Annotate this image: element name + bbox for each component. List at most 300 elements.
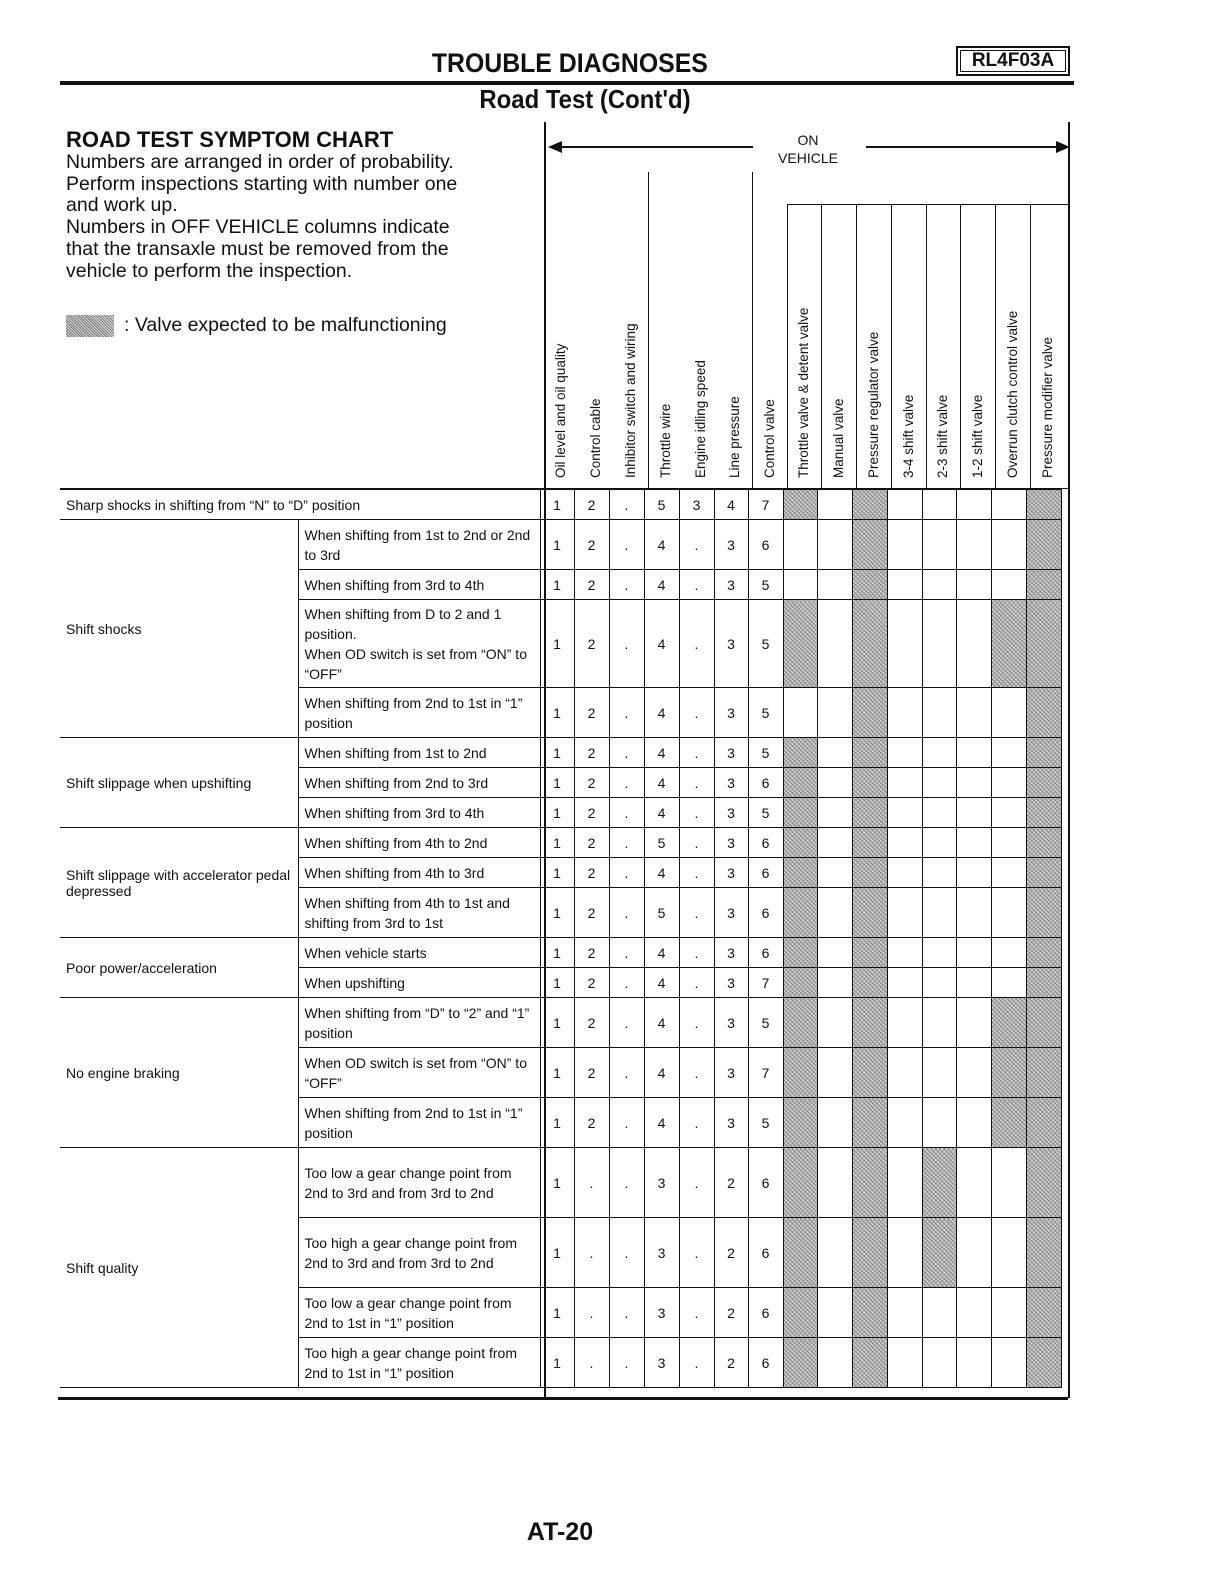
valve-cell	[991, 1218, 1026, 1288]
on-label: ON	[797, 132, 819, 148]
probability-cell: .	[609, 1098, 644, 1148]
valve-cell	[991, 520, 1026, 570]
shaded-valve-cell	[852, 688, 887, 738]
column-header-label: Overrun clutch control valve	[1004, 310, 1020, 478]
valve-cell	[922, 858, 956, 888]
shaded-valve-cell	[852, 828, 887, 858]
valve-cell	[991, 1288, 1026, 1338]
shaded-valve-cell	[783, 1098, 817, 1148]
condition-cell: When shifting from 3rd to 4th	[298, 798, 540, 828]
shaded-valve-cell	[852, 1148, 887, 1218]
valve-cell	[922, 1048, 956, 1098]
column-header-label: 1-2 shift valve	[969, 394, 985, 478]
shaded-valve-cell	[1026, 1288, 1061, 1338]
valve-cell	[887, 688, 922, 738]
valve-cell	[922, 738, 956, 768]
probability-cell: 3	[714, 798, 748, 828]
valve-cell	[956, 768, 991, 798]
model-code-badge: RL4F03A	[956, 46, 1070, 76]
probability-cell: .	[609, 1048, 644, 1098]
shaded-valve-cell	[783, 1338, 817, 1388]
valve-cell	[956, 798, 991, 828]
on-vehicle-label	[758, 131, 858, 167]
shaded-valve-cell	[991, 998, 1026, 1048]
probability-cell: 2	[574, 938, 609, 968]
probability-cell: 6	[748, 938, 783, 968]
probability-cell: 6	[748, 520, 783, 570]
probability-cell: 3	[714, 570, 748, 600]
probability-cell: 3	[714, 768, 748, 798]
valve-cell	[817, 600, 852, 688]
probability-cell: .	[574, 1148, 609, 1218]
vehicle-label: VEHICLE	[778, 150, 838, 166]
valve-cell	[817, 490, 852, 520]
table-row	[60, 1148, 1061, 1218]
valve-cell	[783, 570, 817, 600]
condition-cell: When shifting from 3rd to 4th	[298, 570, 540, 600]
valve-cell	[956, 828, 991, 858]
condition-cell: When OD switch is set from “ON” to “OFF”	[298, 1048, 540, 1098]
valve-cell	[887, 520, 922, 570]
intro-line: and work up.	[66, 194, 178, 217]
probability-cell: 6	[748, 1148, 783, 1218]
valve-cell	[817, 520, 852, 570]
shaded-valve-cell	[852, 520, 887, 570]
valve-cell	[817, 1098, 852, 1148]
probability-cell: 4	[644, 858, 679, 888]
shaded-valve-cell	[852, 968, 887, 998]
shaded-valve-cell	[783, 600, 817, 688]
probability-cell: .	[609, 600, 644, 688]
shaded-valve-cell	[852, 858, 887, 888]
column-header-label: Line pressure	[727, 396, 742, 478]
probability-cell: 3	[714, 738, 748, 768]
probability-cell: 3	[644, 1218, 679, 1288]
probability-cell: 2	[574, 688, 609, 738]
probability-cell: 3	[714, 858, 748, 888]
shaded-valve-cell	[783, 858, 817, 888]
shaded-valve-cell	[852, 490, 887, 520]
probability-cell: 6	[748, 828, 783, 858]
probability-cell: .	[609, 888, 644, 938]
shaded-valve-cell	[1026, 1048, 1061, 1098]
probability-cell: .	[609, 768, 644, 798]
probability-cell: .	[679, 1218, 714, 1288]
valve-cell	[817, 858, 852, 888]
probability-cell: 5	[644, 828, 679, 858]
shaded-valve-cell	[1026, 1098, 1061, 1148]
column-header-label: Oil level and oil quality	[553, 343, 568, 478]
probability-cell: 5	[748, 688, 783, 738]
valve-cell	[922, 888, 956, 938]
column-header	[891, 178, 926, 478]
probability-cell: 2	[714, 1288, 748, 1338]
table-right-border	[1068, 122, 1070, 1398]
column-header-label: Control cable	[587, 398, 603, 478]
valve-cell	[956, 938, 991, 968]
probability-cell: .	[609, 938, 644, 968]
probability-cell: .	[679, 1338, 714, 1388]
banner-line	[866, 146, 1058, 148]
valve-cell	[922, 1288, 956, 1338]
probability-cell: .	[679, 688, 714, 738]
shaded-valve-cell	[852, 1048, 887, 1098]
valve-cell	[922, 798, 956, 828]
condition-cell: Too high a gear change point from 2nd to 1st in “1” position	[298, 1338, 540, 1388]
valve-cell	[887, 1098, 922, 1148]
probability-cell: .	[609, 858, 644, 888]
symptom-cell: Shift shocks	[60, 520, 298, 738]
valve-cell	[922, 570, 956, 600]
probability-cell: .	[609, 738, 644, 768]
probability-cell: 4	[644, 998, 679, 1048]
section-title: TROUBLE DIAGNOSES	[431, 48, 708, 78]
condition-cell: When shifting from “D” to “2” and “1” position	[298, 998, 540, 1048]
probability-cell: 1	[540, 570, 574, 600]
probability-cell: 1	[540, 858, 574, 888]
shaded-valve-cell	[1026, 688, 1061, 738]
valve-cell	[991, 938, 1026, 968]
probability-cell: .	[609, 798, 644, 828]
valve-cell	[991, 968, 1026, 998]
valve-cell	[817, 738, 852, 768]
valve-cell	[887, 828, 922, 858]
column-header-label: Control valve	[761, 399, 777, 478]
probability-cell: .	[574, 1338, 609, 1388]
valve-cell	[817, 1148, 852, 1218]
probability-cell: .	[679, 1048, 714, 1098]
valve-cell	[956, 688, 991, 738]
valve-cell	[887, 798, 922, 828]
valve-cell	[991, 888, 1026, 938]
probability-cell: .	[679, 738, 714, 768]
column-header	[544, 178, 578, 478]
shaded-valve-cell	[852, 570, 887, 600]
probability-cell: 1	[540, 798, 574, 828]
probability-cell: 5	[748, 570, 783, 600]
probability-cell: 3	[714, 998, 748, 1048]
condition-cell: When shifting from 4th to 1st and shifting from 3rd to 1st	[298, 888, 540, 938]
probability-cell: 2	[714, 1338, 748, 1388]
shaded-valve-cell	[1026, 888, 1061, 938]
probability-cell: 1	[540, 938, 574, 968]
column-header	[1030, 178, 1065, 478]
condition-cell: When shifting from 4th to 3rd	[298, 858, 540, 888]
probability-cell: 1	[540, 1048, 574, 1098]
valve-cell	[956, 570, 991, 600]
column-header	[787, 178, 821, 478]
banner-line	[558, 146, 753, 148]
column-header	[995, 178, 1030, 478]
shaded-valve-cell	[783, 490, 817, 520]
shaded-valve-cell	[852, 888, 887, 938]
probability-cell: 2	[714, 1148, 748, 1218]
probability-cell: 5	[748, 998, 783, 1048]
probability-cell: 4	[644, 570, 679, 600]
shaded-valve-cell	[1026, 798, 1061, 828]
valve-cell	[922, 600, 956, 688]
symptom-table	[60, 489, 1062, 1388]
valve-cell	[887, 1288, 922, 1338]
probability-cell: 4	[644, 798, 679, 828]
shaded-valve-cell	[783, 828, 817, 858]
column-header	[718, 178, 752, 478]
probability-cell: 3	[714, 600, 748, 688]
valve-cell	[956, 520, 991, 570]
valve-cell	[922, 938, 956, 968]
symptom-cell: Poor power/acceleration	[60, 938, 298, 998]
shaded-valve-cell	[783, 1218, 817, 1288]
valve-cell	[817, 888, 852, 938]
probability-cell: .	[679, 888, 714, 938]
valve-cell	[887, 968, 922, 998]
valve-cell	[956, 490, 991, 520]
column-header	[648, 178, 683, 478]
probability-cell: 3	[714, 1098, 748, 1148]
column-header-label: Throttle valve & detent valve	[796, 307, 811, 478]
condition-cell: Too low a gear change point from 2nd to 1st in “1” position	[298, 1288, 540, 1338]
valve-cell	[991, 828, 1026, 858]
column-header	[960, 178, 995, 478]
probability-cell: 1	[540, 1288, 574, 1338]
probability-cell: 1	[540, 1218, 574, 1288]
table-row	[60, 490, 1061, 520]
legend-text: : Valve expected to be malfunctioning	[124, 314, 447, 336]
valve-cell	[817, 1288, 852, 1338]
probability-cell: .	[679, 798, 714, 828]
condition-cell: When shifting from 2nd to 1st in “1” position	[298, 1098, 540, 1148]
shaded-valve-cell	[852, 798, 887, 828]
probability-cell: 4	[714, 490, 748, 520]
probability-cell: 4	[644, 600, 679, 688]
shaded-valve-cell	[852, 998, 887, 1048]
valve-cell	[991, 688, 1026, 738]
valve-cell	[956, 998, 991, 1048]
probability-cell: .	[609, 520, 644, 570]
column-header	[752, 178, 787, 478]
column-header	[683, 178, 718, 478]
probability-cell: 2	[574, 1098, 609, 1148]
condition-cell: When shifting from D to 2 and 1 position. When OD switch is set from “ON” to “OFF”	[298, 600, 540, 688]
column-header-label: Throttle wire	[657, 403, 673, 478]
symptom-cell: No engine braking	[60, 998, 298, 1148]
probability-cell: .	[609, 998, 644, 1048]
valve-cell	[817, 968, 852, 998]
probability-cell: 2	[574, 768, 609, 798]
shaded-valve-cell	[852, 1338, 887, 1388]
probability-cell: 2	[574, 520, 609, 570]
probability-cell: 2	[574, 738, 609, 768]
probability-cell: 1	[540, 998, 574, 1048]
probability-cell: 1	[540, 738, 574, 768]
probability-cell: 1	[540, 1338, 574, 1388]
probability-cell: 1	[540, 688, 574, 738]
condition-cell: When shifting from 2nd to 1st in “1” position	[298, 688, 540, 738]
probability-cell: 1	[540, 1098, 574, 1148]
shaded-valve-cell	[1026, 968, 1061, 998]
valve-cell	[991, 1338, 1026, 1388]
shaded-valve-cell	[1026, 998, 1061, 1048]
probability-cell: 5	[644, 888, 679, 938]
valve-cell	[817, 688, 852, 738]
probability-cell: .	[679, 938, 714, 968]
probability-cell: 1	[540, 768, 574, 798]
probability-cell: .	[609, 688, 644, 738]
intro-line: Numbers in OFF VEHICLE columns indicate	[66, 216, 450, 239]
probability-cell: 5	[644, 490, 679, 520]
shaded-valve-cell	[1026, 490, 1061, 520]
valve-cell	[817, 938, 852, 968]
column-header-label: Inhibitor switch and wiring	[622, 323, 638, 478]
intro-line: that the transaxle must be removed from the	[66, 237, 449, 260]
valve-cell	[887, 738, 922, 768]
probability-cell: 3	[644, 1288, 679, 1338]
shaded-valve-cell	[852, 1098, 887, 1148]
probability-cell: 4	[644, 938, 679, 968]
probability-cell: .	[679, 858, 714, 888]
probability-cell: .	[609, 968, 644, 998]
probability-cell: 7	[748, 490, 783, 520]
probability-cell: .	[679, 520, 714, 570]
valve-cell	[956, 1148, 991, 1218]
valve-cell	[991, 570, 1026, 600]
shaded-valve-cell	[1026, 520, 1061, 570]
probability-cell: .	[609, 570, 644, 600]
probability-cell: 3	[714, 888, 748, 938]
valve-cell	[956, 1048, 991, 1098]
condition-cell: When vehicle starts	[298, 938, 540, 968]
probability-cell: .	[679, 998, 714, 1048]
symptom-cell: Sharp shocks in shifting from “N” to “D” position	[60, 490, 540, 520]
probability-cell: 6	[748, 1338, 783, 1388]
probability-cell: .	[679, 968, 714, 998]
valve-cell	[817, 998, 852, 1048]
table-row	[60, 520, 1061, 570]
probability-cell: 1	[540, 888, 574, 938]
condition-cell: When shifting from 1st to 2nd or 2nd to 3rd	[298, 520, 540, 570]
valve-cell	[817, 828, 852, 858]
shaded-valve-cell	[783, 938, 817, 968]
column-header	[821, 178, 856, 478]
column-header-label: Pressure regulator valve	[865, 331, 881, 478]
shaded-valve-cell	[1026, 738, 1061, 768]
column-header-label: Engine idling speed	[692, 360, 708, 478]
shaded-valve-cell	[922, 1218, 956, 1288]
symptom-cell: Shift slippage with accelerator pedal depressed	[60, 828, 298, 938]
condition-cell: When shifting from 1st to 2nd	[298, 738, 540, 768]
probability-cell: 3	[644, 1148, 679, 1218]
probability-cell: .	[609, 1338, 644, 1388]
shaded-valve-cell	[852, 768, 887, 798]
shaded-valve-cell	[852, 1218, 887, 1288]
on-vehicle-banner	[548, 130, 1070, 170]
shaded-valve-cell	[991, 600, 1026, 688]
valve-cell	[783, 520, 817, 570]
shaded-valve-cell	[991, 1098, 1026, 1148]
valve-cell	[956, 1288, 991, 1338]
valve-cell	[887, 600, 922, 688]
column-header-label: Manual valve	[830, 398, 846, 478]
page-subtitle: Road Test (Cont'd)	[479, 84, 691, 114]
valve-cell	[887, 888, 922, 938]
probability-cell: 5	[748, 600, 783, 688]
valve-cell	[817, 1218, 852, 1288]
probability-cell: 1	[540, 968, 574, 998]
probability-cell: .	[574, 1218, 609, 1288]
shading-legend	[66, 314, 447, 337]
valve-cell	[887, 858, 922, 888]
shaded-valve-cell	[783, 998, 817, 1048]
condition-cell: Too high a gear change point from 2nd to 3rd and from 3rd to 2nd	[298, 1218, 540, 1288]
probability-cell: 6	[748, 1218, 783, 1288]
probability-cell: 2	[574, 998, 609, 1048]
valve-cell	[991, 768, 1026, 798]
valve-cell	[887, 570, 922, 600]
valve-cell	[922, 520, 956, 570]
probability-cell: .	[679, 768, 714, 798]
shaded-valve-cell	[1026, 938, 1061, 968]
valve-cell	[956, 738, 991, 768]
intro-line: vehicle to perform the inspection.	[66, 259, 353, 282]
table-row	[60, 998, 1061, 1048]
probability-cell: .	[574, 1288, 609, 1338]
probability-cell: 7	[748, 968, 783, 998]
valve-cell	[887, 1338, 922, 1388]
valve-cell	[887, 1148, 922, 1218]
valve-cell	[991, 858, 1026, 888]
condition-cell: Too low a gear change point from 2nd to 3rd and from 3rd to 2nd	[298, 1148, 540, 1218]
probability-cell: 2	[574, 828, 609, 858]
valve-cell	[956, 1098, 991, 1148]
shaded-valve-cell	[852, 600, 887, 688]
valve-cell	[956, 888, 991, 938]
chart-intro	[66, 128, 536, 282]
shaded-swatch-icon	[66, 315, 114, 337]
probability-cell: 5	[748, 1098, 783, 1148]
probability-cell: 1	[540, 490, 574, 520]
probability-cell: .	[609, 1288, 644, 1338]
probability-cell: 1	[540, 600, 574, 688]
shaded-valve-cell	[783, 798, 817, 828]
probability-cell: 6	[748, 858, 783, 888]
probability-cell: 1	[540, 1148, 574, 1218]
intro-line: Perform inspections starting with number one	[66, 172, 458, 195]
valve-cell	[887, 490, 922, 520]
probability-cell: .	[679, 1148, 714, 1218]
probability-cell: 4	[644, 1048, 679, 1098]
probability-cell: 4	[644, 768, 679, 798]
shaded-valve-cell	[783, 1148, 817, 1218]
shaded-valve-cell	[1026, 1218, 1061, 1288]
shaded-valve-cell	[922, 1148, 956, 1218]
shaded-valve-cell	[1026, 1338, 1061, 1388]
valve-cell	[922, 688, 956, 738]
probability-cell: 6	[748, 768, 783, 798]
probability-cell: 2	[574, 798, 609, 828]
shaded-valve-cell	[783, 1048, 817, 1098]
shaded-valve-cell	[1026, 570, 1061, 600]
probability-cell: 3	[714, 688, 748, 738]
valve-cell	[956, 858, 991, 888]
valve-cell	[817, 1048, 852, 1098]
shaded-valve-cell	[1026, 828, 1061, 858]
valve-cell	[922, 998, 956, 1048]
column-header-label: Pressure modifier valve	[1039, 336, 1055, 478]
shaded-valve-cell	[852, 938, 887, 968]
page-number: AT-20	[526, 1518, 594, 1546]
probability-cell: 2	[714, 1218, 748, 1288]
condition-cell: When shifting from 2nd to 3rd	[298, 768, 540, 798]
